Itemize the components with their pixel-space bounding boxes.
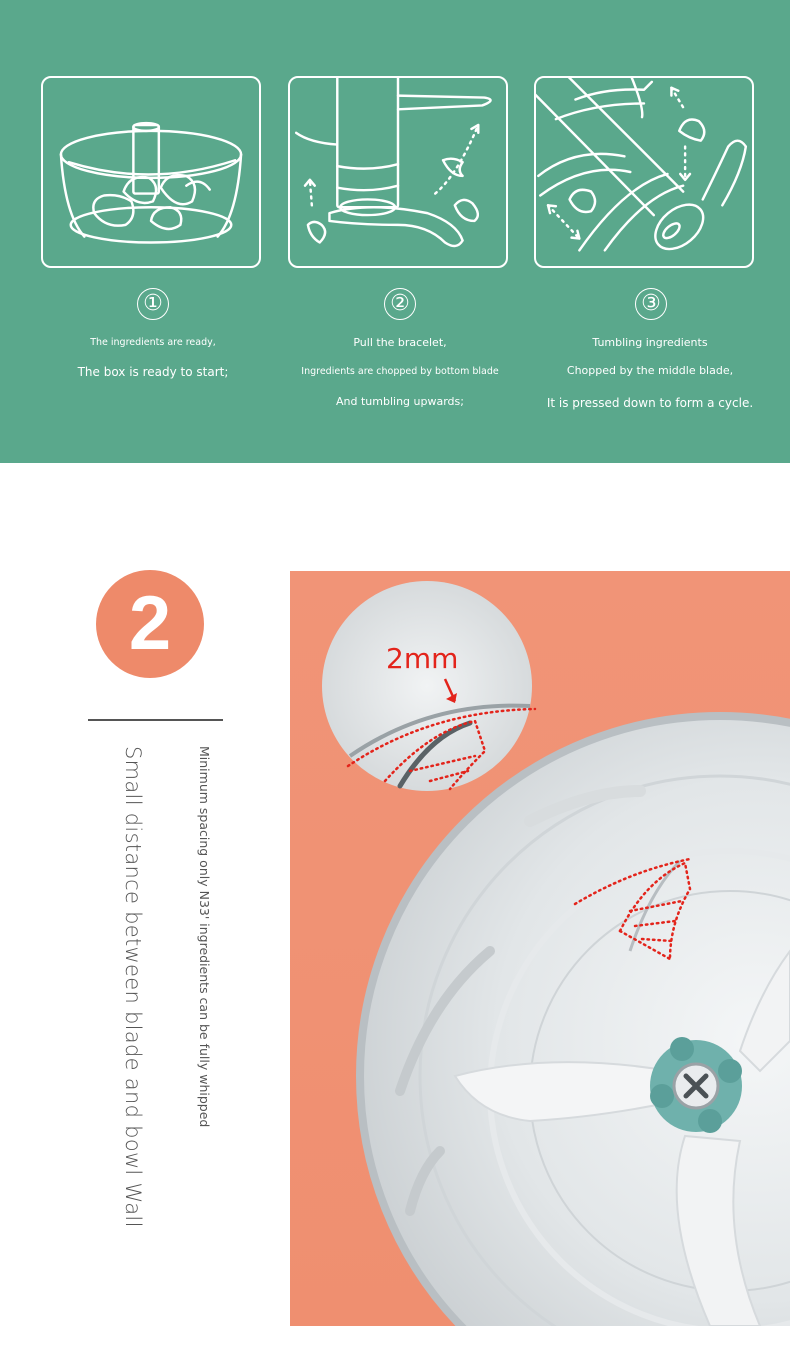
step-2-illustration <box>288 76 508 268</box>
feature-subtitle: Minimum spacing only N33' ingredients can be fully whipped <box>197 746 212 1128</box>
step-1-caption-line-2: The box is ready to start; <box>77 365 229 379</box>
step-2-caption-line-3: And tumbling upwards; <box>336 395 464 408</box>
step-2-caption-line-1: Pull the bracelet, <box>353 336 447 349</box>
step-3-number: ③ <box>635 288 667 320</box>
step-1-illustration <box>41 76 261 268</box>
step-3-illustration <box>534 76 754 268</box>
step-1-caption-line-1: The ingredients are ready, <box>90 337 216 348</box>
blade-bowl-photo <box>290 571 790 1326</box>
feature-title: Small distance between blade and bowl Wall <box>121 746 145 1228</box>
steps-band <box>0 0 790 463</box>
feature-divider <box>88 719 223 721</box>
feature-number-badge: 2 <box>96 570 204 678</box>
step-3-caption-line-3: It is pressed down to form a cycle. <box>546 396 754 410</box>
step-3-caption-line-2: Chopped by the middle blade, <box>566 364 734 377</box>
measurement-label: 2mm <box>386 642 459 675</box>
step-2-caption-line-2: Ingredients are chopped by bottom blade <box>301 366 499 377</box>
step-3-caption-line-1: Tumbling ingredients <box>592 336 708 349</box>
step-1-number: ① <box>137 288 169 320</box>
step-2-number: ② <box>384 288 416 320</box>
